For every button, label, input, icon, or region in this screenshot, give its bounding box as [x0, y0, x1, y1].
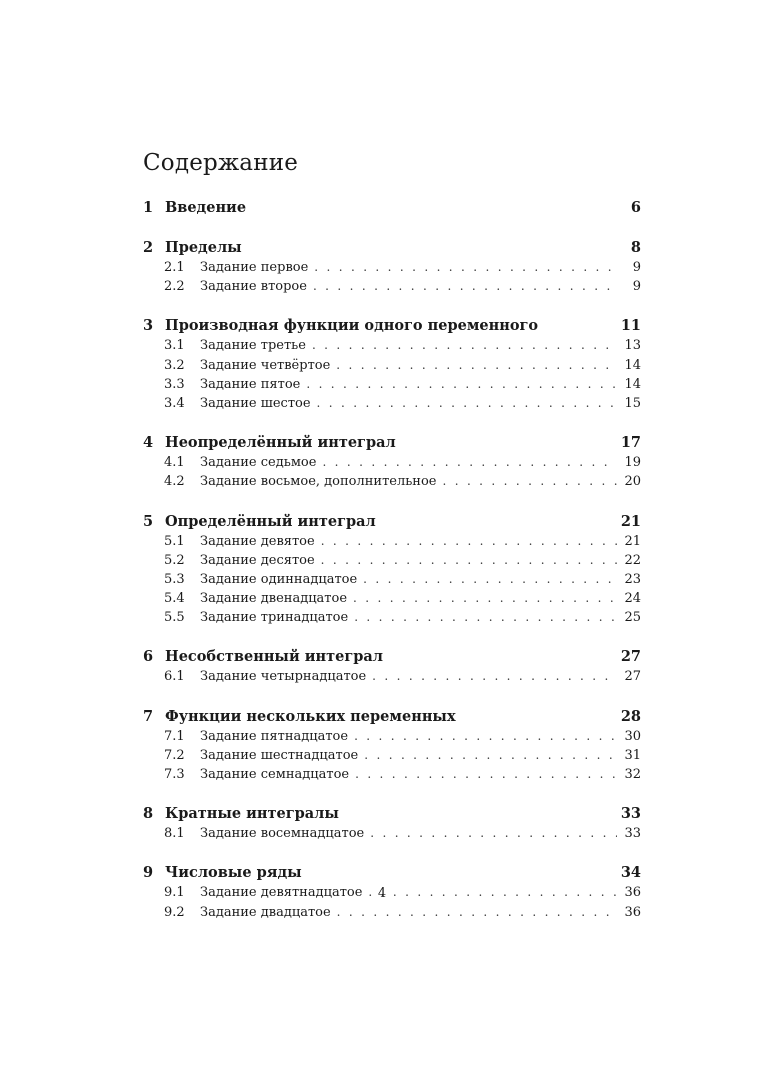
section-number: 2.1 — [164, 260, 185, 275]
dot-leader — [370, 824, 617, 843]
section-number: 4.1 — [164, 455, 185, 471]
page-title: Содержание — [143, 150, 299, 176]
toc-chapter — [143, 238, 641, 296]
toc-chapter — [143, 433, 641, 491]
section-title: Задание шестое — [200, 395, 311, 411]
chapter-number: 8 — [143, 805, 154, 823]
section-title: Задание одиннадцатое — [200, 571, 358, 587]
chapter-number: 7 — [143, 707, 154, 725]
table-of-contents — [143, 198, 641, 922]
section-title: Задание четырнадцатое — [200, 669, 367, 685]
section-page-number: 33 — [624, 826, 641, 842]
chapter-title: Несобственный интеграл — [165, 648, 383, 666]
section-title: Задание третье — [200, 338, 306, 354]
dot-leader — [314, 258, 617, 277]
section-page-number: 27 — [624, 669, 641, 685]
chapter-title: Кратные интегралы — [165, 805, 339, 823]
section-title: Задание седьмое — [200, 455, 317, 471]
dot-leader — [353, 589, 617, 608]
dot-leader — [363, 570, 617, 589]
section-page-number: 9 — [632, 279, 641, 295]
section-number: 7.3 — [164, 767, 185, 782]
section-number: 3.2 — [164, 357, 185, 373]
section-number: 5.4 — [164, 591, 185, 607]
section-title: Задание восемнадцатое — [200, 826, 365, 842]
toc-chapter-row[interactable] — [143, 198, 641, 218]
section-number: 4.2 — [164, 474, 185, 490]
chapter-page-number: 17 — [620, 434, 641, 452]
toc-section-row[interactable] — [143, 903, 641, 922]
section-page-number: 36 — [624, 885, 641, 901]
toc-section-row[interactable] — [143, 551, 641, 570]
toc-section-row[interactable] — [143, 589, 641, 608]
dot-leader — [322, 453, 617, 472]
chapter-number: 3 — [143, 317, 154, 335]
dot-leader — [321, 551, 617, 570]
section-title: Задание двенадцатое — [200, 591, 348, 607]
section-page-number: 25 — [624, 610, 641, 626]
toc-section-row[interactable] — [143, 765, 641, 784]
section-title: Задание тринадцатое — [200, 610, 349, 626]
dot-leader — [442, 472, 617, 491]
section-number: 3.4 — [164, 395, 185, 411]
toc-chapter-row[interactable] — [143, 316, 641, 336]
dot-leader — [317, 394, 617, 413]
chapter-page-number: 6 — [630, 199, 641, 216]
section-number: 8.1 — [164, 826, 185, 842]
section-title: Задание пятое — [200, 376, 301, 392]
section-title: Задание десятое — [200, 552, 315, 568]
toc-chapter-row[interactable] — [143, 238, 641, 258]
section-number: 2.2 — [164, 279, 185, 295]
toc-section-row[interactable] — [143, 394, 641, 413]
section-number: 9.1 — [164, 885, 185, 901]
dot-leader — [306, 375, 617, 394]
section-page-number: 32 — [624, 767, 641, 782]
toc-chapter-row[interactable] — [143, 804, 641, 824]
chapter-number: 5 — [143, 512, 154, 530]
section-title: Задание первое — [200, 260, 309, 275]
section-title: Задание восьмое, дополнительное — [200, 474, 437, 490]
chapter-page-number: 27 — [620, 648, 641, 666]
toc-section-row[interactable] — [143, 336, 641, 355]
toc-chapter-row[interactable] — [143, 433, 641, 453]
section-title: Задание девятое — [200, 533, 315, 549]
toc-section-row[interactable] — [143, 727, 641, 746]
section-page-number: 22 — [624, 552, 641, 568]
section-page-number: 9 — [632, 260, 641, 275]
section-number: 5.2 — [164, 552, 185, 568]
chapter-title: Функции нескольких переменных — [165, 707, 456, 725]
section-page-number: 24 — [624, 591, 641, 607]
toc-chapter-row[interactable] — [143, 647, 641, 667]
section-page-number: 13 — [624, 338, 641, 354]
toc-chapter-row[interactable] — [143, 512, 641, 532]
chapter-page-number: 11 — [620, 317, 641, 335]
chapter-title: Производная функции одного переменного — [165, 317, 539, 335]
dot-leader — [355, 765, 617, 784]
dot-leader — [336, 356, 617, 375]
toc-section-row[interactable] — [143, 258, 641, 277]
section-number: 3.1 — [164, 338, 185, 354]
toc-chapter — [143, 198, 641, 218]
dot-leader — [372, 667, 617, 686]
chapter-page-number: 28 — [620, 707, 641, 725]
section-number: 9.2 — [164, 904, 185, 920]
dot-leader — [313, 277, 617, 296]
section-page-number: 23 — [624, 571, 641, 587]
section-page-number: 30 — [624, 728, 641, 744]
toc-section-row[interactable] — [143, 356, 641, 375]
toc-chapter — [143, 804, 641, 843]
dot-leader — [354, 608, 617, 627]
toc-chapter-row[interactable] — [143, 863, 641, 883]
section-page-number: 14 — [624, 357, 641, 373]
dot-leader — [364, 746, 617, 765]
toc-chapter — [143, 512, 641, 628]
dot-leader — [337, 903, 617, 922]
section-title: Задание шестнадцатое — [200, 747, 359, 763]
toc-chapter — [143, 707, 641, 785]
section-number: 5.1 — [164, 533, 185, 549]
section-number: 7.1 — [164, 728, 185, 744]
section-number: 5.5 — [164, 610, 185, 626]
toc-section-row[interactable] — [143, 453, 641, 472]
section-page-number: 19 — [624, 455, 641, 471]
chapter-title: Пределы — [165, 239, 242, 256]
section-title: Задание второе — [200, 279, 307, 295]
section-number: 5.3 — [164, 571, 185, 587]
toc-section-row[interactable] — [143, 824, 641, 843]
page-number: 4 — [377, 886, 387, 901]
chapter-title: Введение — [165, 199, 247, 216]
chapter-number: 2 — [143, 239, 154, 256]
toc-section-row[interactable] — [143, 667, 641, 686]
dot-leader — [312, 336, 617, 355]
section-page-number: 31 — [624, 747, 641, 763]
dot-leader — [321, 532, 617, 551]
section-title: Задание пятнадцатое — [200, 728, 349, 744]
toc-chapter-row[interactable] — [143, 707, 641, 727]
section-title: Задание четвёртое — [200, 357, 331, 373]
chapter-title: Неопределённый интеграл — [165, 434, 396, 452]
toc-section-row[interactable] — [143, 532, 641, 551]
toc-chapter — [143, 647, 641, 686]
section-page-number: 20 — [624, 474, 641, 490]
section-page-number: 14 — [624, 376, 641, 392]
chapter-number: 4 — [143, 434, 154, 452]
section-number: 7.2 — [164, 747, 185, 763]
toc-section-row[interactable] — [143, 608, 641, 627]
chapter-number: 9 — [143, 864, 154, 882]
chapter-number: 1 — [143, 199, 154, 216]
toc-section-row[interactable] — [143, 746, 641, 765]
section-title: Задание семнадцатое — [200, 767, 350, 782]
section-title: Задание девятнадцатое — [200, 885, 363, 901]
chapter-page-number: 21 — [620, 512, 641, 530]
toc-section-row[interactable] — [143, 277, 641, 296]
section-page-number: 36 — [624, 904, 641, 920]
section-number: 3.3 — [164, 376, 185, 392]
section-page-number: 15 — [624, 395, 641, 411]
chapter-title: Числовые ряды — [165, 864, 302, 882]
toc-section-row[interactable] — [143, 472, 641, 491]
chapter-title: Определённый интеграл — [165, 512, 376, 530]
toc-section-row[interactable] — [143, 375, 641, 394]
toc-chapter — [143, 316, 641, 413]
chapter-number: 6 — [143, 648, 154, 666]
dot-leader — [354, 727, 617, 746]
chapter-page-number: 33 — [620, 805, 641, 823]
section-page-number: 21 — [624, 533, 641, 549]
chapter-page-number: 8 — [630, 239, 641, 256]
section-title: Задание двадцатое — [200, 904, 331, 920]
toc-section-row[interactable] — [143, 570, 641, 589]
chapter-page-number: 34 — [620, 864, 641, 882]
section-number: 6.1 — [164, 669, 185, 685]
